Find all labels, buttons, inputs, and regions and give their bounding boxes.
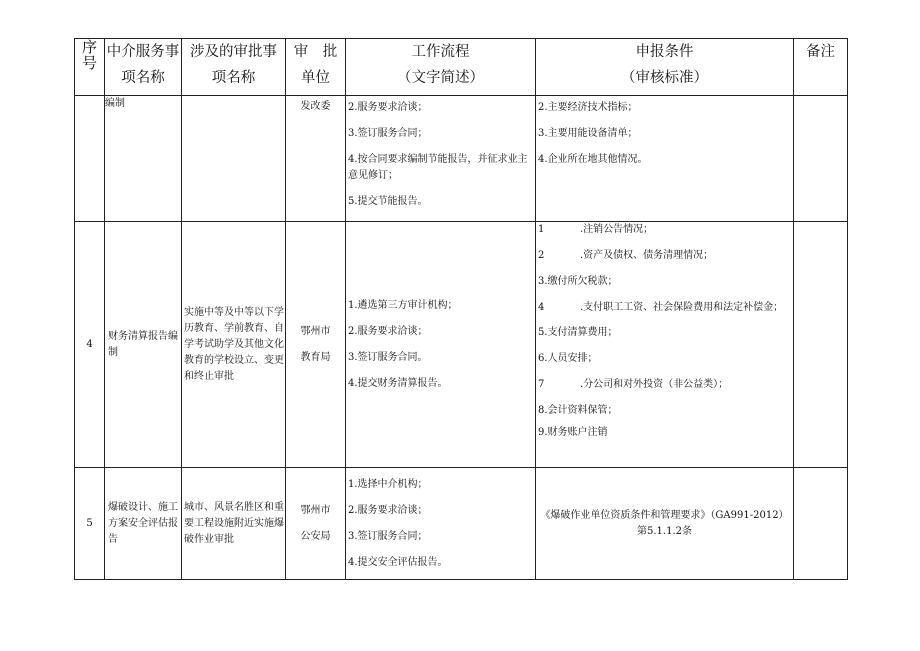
table-row [75,468,848,580]
cell-approval-item: 城市、风景名胜区和重要工程设施附近实施爆破作业审批 [182,468,286,580]
table-row [75,96,848,222]
header-conditions: 申报条件 （审核标准） [536,39,794,96]
cell-workflow: 2.服务要求洽谈； 3.签订服务合同； 4.按合同要求编制节能报告，并征求业主意见修订； 5.提交节能报告。 [346,96,536,222]
cell-remarks [794,222,848,468]
header-service-name: 中介服务事 项名称 [105,39,182,96]
service-table [74,38,848,580]
header-seq: 序号 [75,39,105,96]
cell-seq: 5 [75,468,105,580]
table-row [75,222,848,468]
cell-seq: 4 [75,222,105,468]
cell-remarks [794,96,848,222]
header-remarks: 备注 [794,39,848,96]
cell-service-name: 编制 [105,96,182,222]
header-approval-item: 涉及的审批事 项名称 [182,39,286,96]
cell-unit: 鄂州市 教育局 [286,222,346,468]
cell-service-name: 财务清算报告编制 [105,222,182,468]
cell-workflow: 1.选择中介机构； 2.服务要求洽谈； 3.签订服务合同； 4.提交安全评估报告。 [346,468,536,580]
cell-conditions: 1 .注销公告情况； 2 .资产及债权、债务清理情况； 3.缴付所欠税款； 4 .支付职工工资、社会保险费用和法定补偿金； 5.支付清算费用； 6.人员安排； 7 .分公司和对外投资（非公益类）； 8.会计资料保管； 9.财务账户注销 [536,222,794,468]
cell-unit: 鄂州市 公安局 [286,468,346,580]
cell-approval-item [182,96,286,222]
cell-unit: 发改委 [286,96,346,222]
cell-conditions: 2.主要经济技术指标； 3.主要用能设备清单； 4.企业所在地其他情况。 [536,96,794,222]
header-unit: 审 批 单位 [286,39,346,96]
cell-approval-item: 实施中等及中等以下学历教育、学前教育、自学考试助学及其他文化教育的学校设立、变更和终止审批 [182,222,286,468]
cell-workflow: 1.遴选第三方审计机构； 2.服务要求洽谈； 3.签订服务合同。 4.提交财务清算报告。 [346,222,536,468]
cell-conditions: 《爆破作业单位资质条件和管理要求》（GA991-2012）第5.1.1.2条 [536,468,794,580]
cell-seq [75,96,105,222]
cell-service-name: 爆破设计、施工方案安全评估报告 [105,468,182,580]
header-row [75,39,848,96]
header-workflow: 工作流程 （文字简述） [346,39,536,96]
cell-remarks [794,468,848,580]
